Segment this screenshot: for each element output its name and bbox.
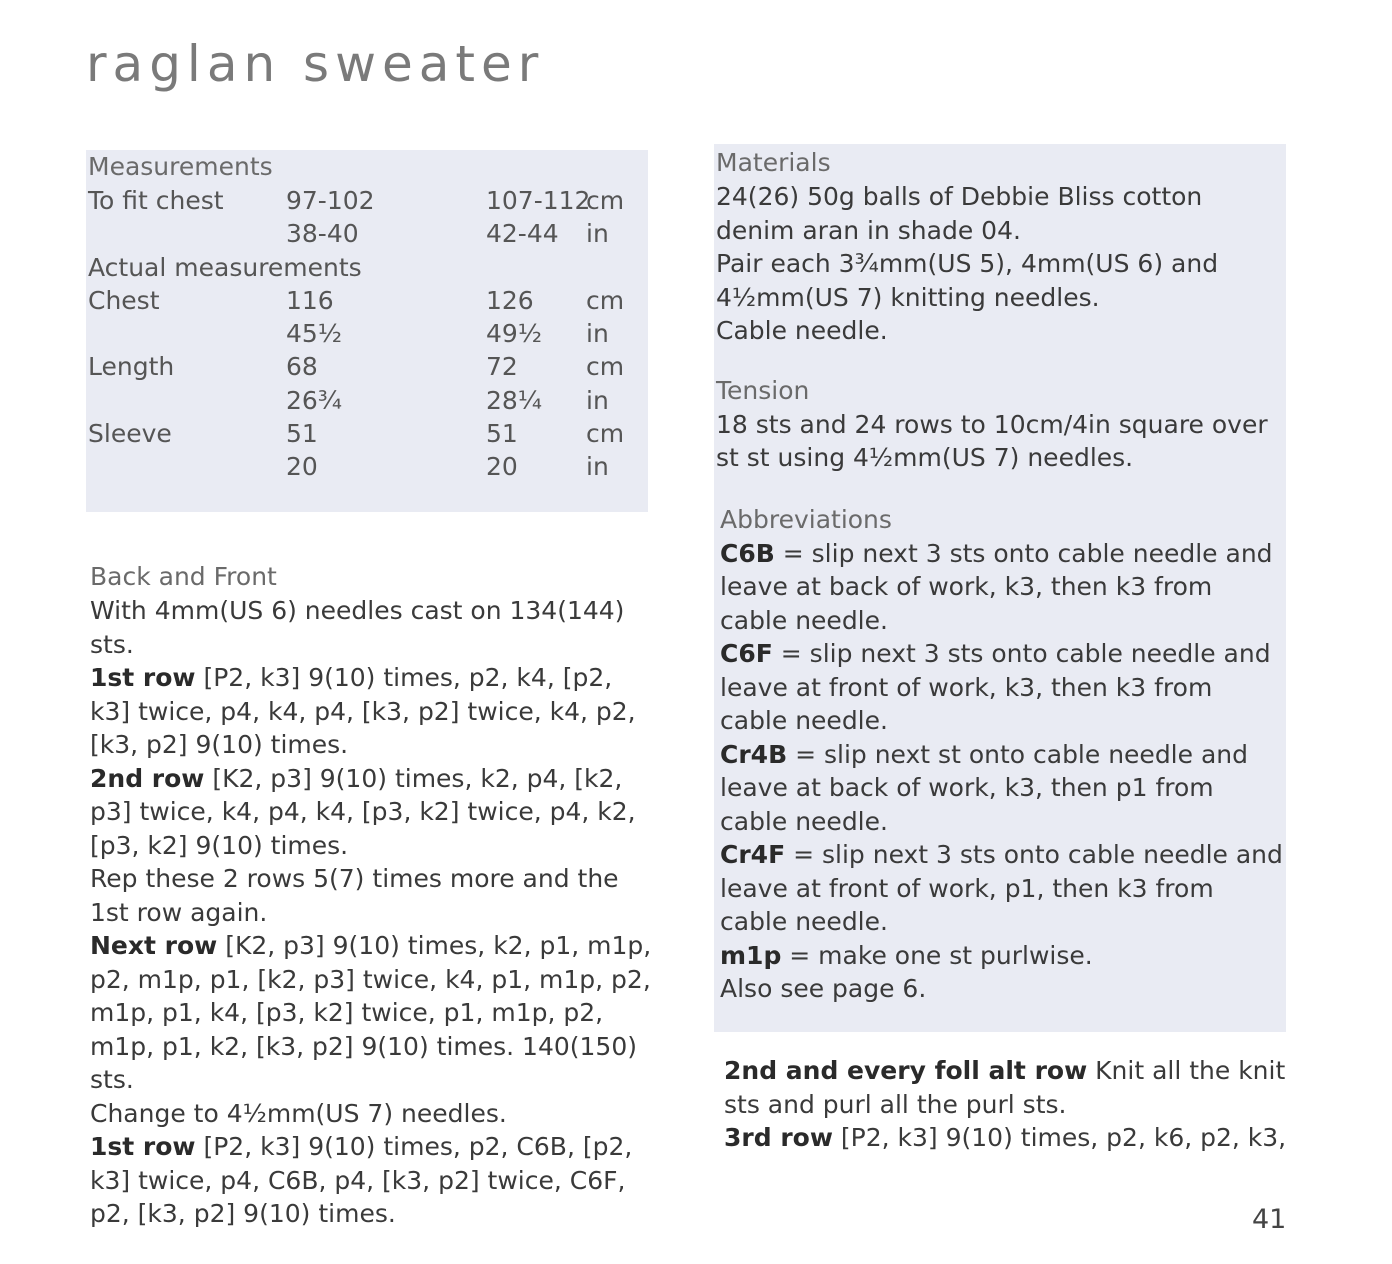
row-label: 1st row <box>90 663 196 692</box>
abbreviation-term: C6F <box>720 639 773 668</box>
instruction-line <box>90 862 660 929</box>
measurement-unit: in <box>586 219 609 249</box>
measurements-table <box>88 150 648 484</box>
measurement-value-small: 20 <box>286 452 318 482</box>
back-front-heading: Back and Front <box>90 562 277 591</box>
row-text: Rep these 2 rows 5(7) times more and the 1st row again. <box>90 864 619 927</box>
instruction-line <box>90 594 660 661</box>
instruction-line <box>90 929 660 1097</box>
tension-section <box>716 374 1286 475</box>
measurement-row <box>88 384 648 417</box>
instruction-line <box>90 1130 660 1231</box>
abbreviation-definition: = slip next 3 sts onto cable needle and leave at front of work, k3, then k3 from cable needle. <box>720 639 1271 735</box>
abbreviation-item <box>720 838 1286 939</box>
measurement-value-large: 49½ <box>486 319 543 349</box>
measurement-value-large: 28¼ <box>486 385 543 415</box>
measurement-value-small: 116 <box>286 285 334 315</box>
measurement-value-small: 26¾ <box>286 385 343 415</box>
instruction-line <box>90 762 660 863</box>
instruction-line <box>90 1097 660 1131</box>
right-column <box>716 146 1286 1028</box>
measurement-unit: cm <box>586 352 625 382</box>
measurement-value-large: 107-112 <box>486 186 591 215</box>
materials-heading: Materials <box>716 148 831 177</box>
measurement-value-small: 45½ <box>286 319 343 349</box>
abbreviation-definition: = slip next 3 sts onto cable needle and leave at back of work, k3, then k3 from cable needle. <box>720 538 1273 635</box>
measurement-unit: cm <box>586 285 625 315</box>
row-label: Next row <box>90 931 218 960</box>
measurement-row <box>88 317 648 350</box>
materials-line: 24(26) 50g balls of Debbie Bliss cotton denim aran in shade 04. <box>716 182 1203 245</box>
measurement-row <box>88 417 648 450</box>
abbreviation-definition: = slip next st onto cable needle and leave at back of work, k3, then p1 from cable needle. <box>720 739 1248 836</box>
measurements-heading: Measurements <box>88 152 273 181</box>
abbreviation-item <box>720 637 1286 738</box>
measurement-unit: in <box>586 385 609 415</box>
materials-line: Pair each 3¾mm(US 5), 4mm(US 6) and 4½mm(US 7) knitting needles. <box>716 249 1219 312</box>
measurement-row <box>88 450 648 483</box>
materials-line: Cable needle. <box>716 316 888 345</box>
measurement-label: Sleeve <box>88 419 172 449</box>
measurement-value-large: 72 <box>486 352 518 382</box>
measurement-value-large: 42-44 <box>486 219 559 249</box>
continuation-text <box>724 1054 1294 1155</box>
page-title: raglan sweater <box>86 35 545 93</box>
abbreviation-item <box>720 738 1286 839</box>
abbreviations-section <box>716 503 1286 1006</box>
measurement-value-large: 51 <box>486 419 518 449</box>
measurement-unit: cm <box>586 419 625 449</box>
abbreviation-definition: = slip next 3 sts onto cable needle and leave at front of work, p1, then k3 from cable needle. <box>720 840 1283 936</box>
row-label: 3rd row <box>724 1123 833 1152</box>
measurement-unit: cm <box>586 186 625 215</box>
row-label: 2nd and every foll alt row <box>724 1056 1088 1085</box>
back-and-front-section <box>90 560 660 1231</box>
instruction-line <box>724 1054 1294 1121</box>
measurement-unit: in <box>586 452 609 482</box>
abbreviation-item <box>720 537 1286 638</box>
measurement-row <box>88 251 648 284</box>
measurement-value-large: 20 <box>486 452 518 482</box>
abbreviation-definition: = make one st purlwise. <box>781 940 1093 970</box>
measurement-label: To fit chest <box>88 186 224 215</box>
row-text: Knit all the knit sts and purl all the purl sts. <box>724 1056 1286 1119</box>
tension-text: 18 sts and 24 rows to 10cm/4in square over st st using 4½mm(US 7) needles. <box>716 409 1268 472</box>
row-text: [K2, p3] 9(10) times, k2, p4, [k2, p3] twice, k4, p4, k4, [p3, k2] twice, p4, k2, [p3, k2] 9(10) times. <box>90 763 636 860</box>
measurement-unit: in <box>586 319 609 349</box>
abbreviations-footer: Also see page 6. <box>720 974 927 1003</box>
abbreviation-term: C6B <box>720 538 775 568</box>
abbreviations-heading: Abbreviations <box>720 504 892 534</box>
abbreviation-item <box>720 939 1286 973</box>
abbreviation-term: Cr4B <box>720 739 788 769</box>
measurement-label: Chest <box>88 285 160 315</box>
measurement-value-large: 126 <box>486 285 534 315</box>
tension-heading: Tension <box>716 375 810 405</box>
measurement-row <box>88 184 648 217</box>
row-text: [P2, k3] 9(10) times, p2, C6B, [p2, k3] twice, p4, C6B, p4, [k3, p2] twice, C6F, p2, [k3, p2] 9(10) times. <box>90 1132 633 1228</box>
page-number: 41 <box>1252 1204 1287 1235</box>
measurement-label: Length <box>88 352 175 382</box>
measurement-row <box>88 217 648 250</box>
row-text: With 4mm(US 6) needles cast on 134(144) sts. <box>90 596 625 659</box>
abbreviation-term: Cr4F <box>720 840 786 869</box>
row-label: 1st row <box>90 1132 196 1161</box>
measurement-value-small: 97-102 <box>286 186 375 215</box>
materials-section <box>716 146 1286 348</box>
measurement-row <box>88 350 648 383</box>
abbreviation-term: m1p <box>720 940 782 970</box>
measurement-value-small: 51 <box>286 419 318 449</box>
measurement-label: Actual measurements <box>88 252 362 282</box>
row-text: [P2, k3] 9(10) times, p2, k6, p2, k3, <box>832 1123 1287 1152</box>
measurement-row <box>88 284 648 317</box>
measurement-value-small: 38-40 <box>286 219 359 249</box>
row-label: 2nd row <box>90 763 205 793</box>
row-text: [P2, k3] 9(10) times, p2, k4, [p2, k3] twice, p4, k4, p4, [k3, p2] twice, k4, p2, [k3, p2] 9(10) times. <box>90 663 636 759</box>
measurement-value-small: 68 <box>286 352 318 382</box>
row-text: Change to 4½mm(US 7) needles. <box>90 1098 507 1128</box>
row-text: [K2, p3] 9(10) times, k2, p1, m1p, p2, m1p, p1, [k2, p3] twice, k4, p1, m1p, p2, m1p, p1, k4, [p3, k2] twice, p1, m1p, p2, m1p, p1, k2, [k3, p2] 9(10) times. 140(150) sts. <box>90 931 652 1094</box>
instruction-line <box>724 1121 1294 1155</box>
instruction-line <box>90 661 660 762</box>
